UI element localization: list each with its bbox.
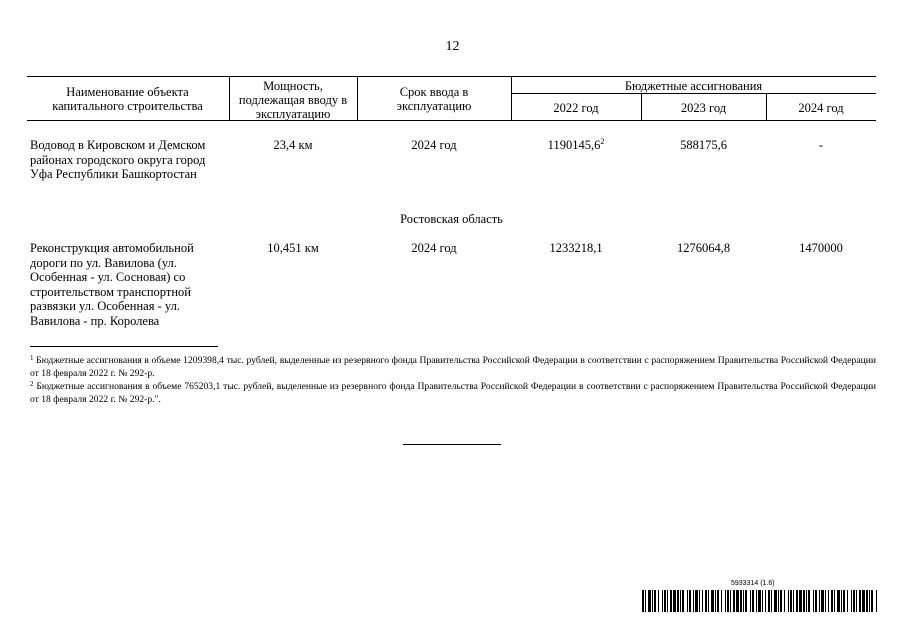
row-1-capacity: 23,4 км <box>273 138 313 152</box>
footnote-1-text: Бюджетные ассигнования в объеме 1209398,4 тыс. рублей, выделенные из резервного фонда Правительства Российской Федерации в соответствии с распоряжением Правительства Российской Федерации от 18 февраля 2022 г. № 292-р. <box>30 355 876 379</box>
row-1-2022 <box>511 138 641 153</box>
header-year-2023: 2023 год <box>680 101 727 115</box>
footnote-separator <box>30 346 218 347</box>
row-1-2022-value: 1190145,6 <box>547 138 601 152</box>
row-1-commission: 2024 год <box>411 138 457 152</box>
row-2-capacity: 10,451 км <box>267 241 319 255</box>
row-2-2023: 1276064,8 <box>676 241 731 255</box>
footnote-2 <box>30 378 876 406</box>
footnote-2-text: Бюджетные ассигнования в объеме 765203,1 тыс. рублей, выделенные из резервного фонда Правительства Российской Федерации в соответствии с распоряжением Правительства Российской Федерации от 18 февраля 2022 г. № 292-р.". <box>30 381 877 405</box>
row-2-2024: 1470000 <box>799 241 843 255</box>
footnote-1 <box>30 352 876 380</box>
end-rule <box>403 444 501 445</box>
footnote-1-mark: 1 <box>30 354 34 362</box>
barcode-icon <box>642 590 877 612</box>
row-1-2023: 588175,6 <box>680 138 727 152</box>
row-2-2022: 1233218,1 <box>549 241 603 255</box>
header-capacity: Мощность, подлежащая вводу в эксплуатацию <box>238 79 348 121</box>
row-1-2022-footnote-ref: 2 <box>600 137 605 146</box>
row-2-commission: 2024 год <box>411 241 457 255</box>
header-year-2024: 2024 год <box>798 101 844 115</box>
header-commission: Срок ввода в эксплуатацию <box>396 85 472 113</box>
col-divider-1 <box>229 76 230 120</box>
barcode-text: 5933314 (1.6) <box>731 580 775 587</box>
col-divider-2 <box>357 76 358 120</box>
row-1-2024: - <box>818 138 824 152</box>
header-object-name: Наименование объекта капитального строительства <box>52 85 203 113</box>
budget-subheader-rule <box>511 93 876 94</box>
header-year-2022: 2022 год <box>553 101 599 115</box>
header-budget: Бюджетные ассигнования <box>624 79 763 93</box>
region-heading: Ростовская область <box>400 212 503 226</box>
row-1-object-name: Водовод в Кировском и Демском районах городского округа город Уфа Республики Башкортостан <box>30 138 206 181</box>
header-bottom-rule <box>27 120 876 121</box>
footnote-2-mark: 2 <box>30 380 34 388</box>
row-2-object-name: Реконструкция автомобильной дороги по ул. Вавилова (ул. Особенная - ул. Сосновая) со строительством транспортной развязки ул. Особенная - ул. Вавилова - пр. Королева <box>30 241 194 328</box>
page-number: 12 <box>445 39 460 54</box>
table-top-rule <box>27 76 876 77</box>
